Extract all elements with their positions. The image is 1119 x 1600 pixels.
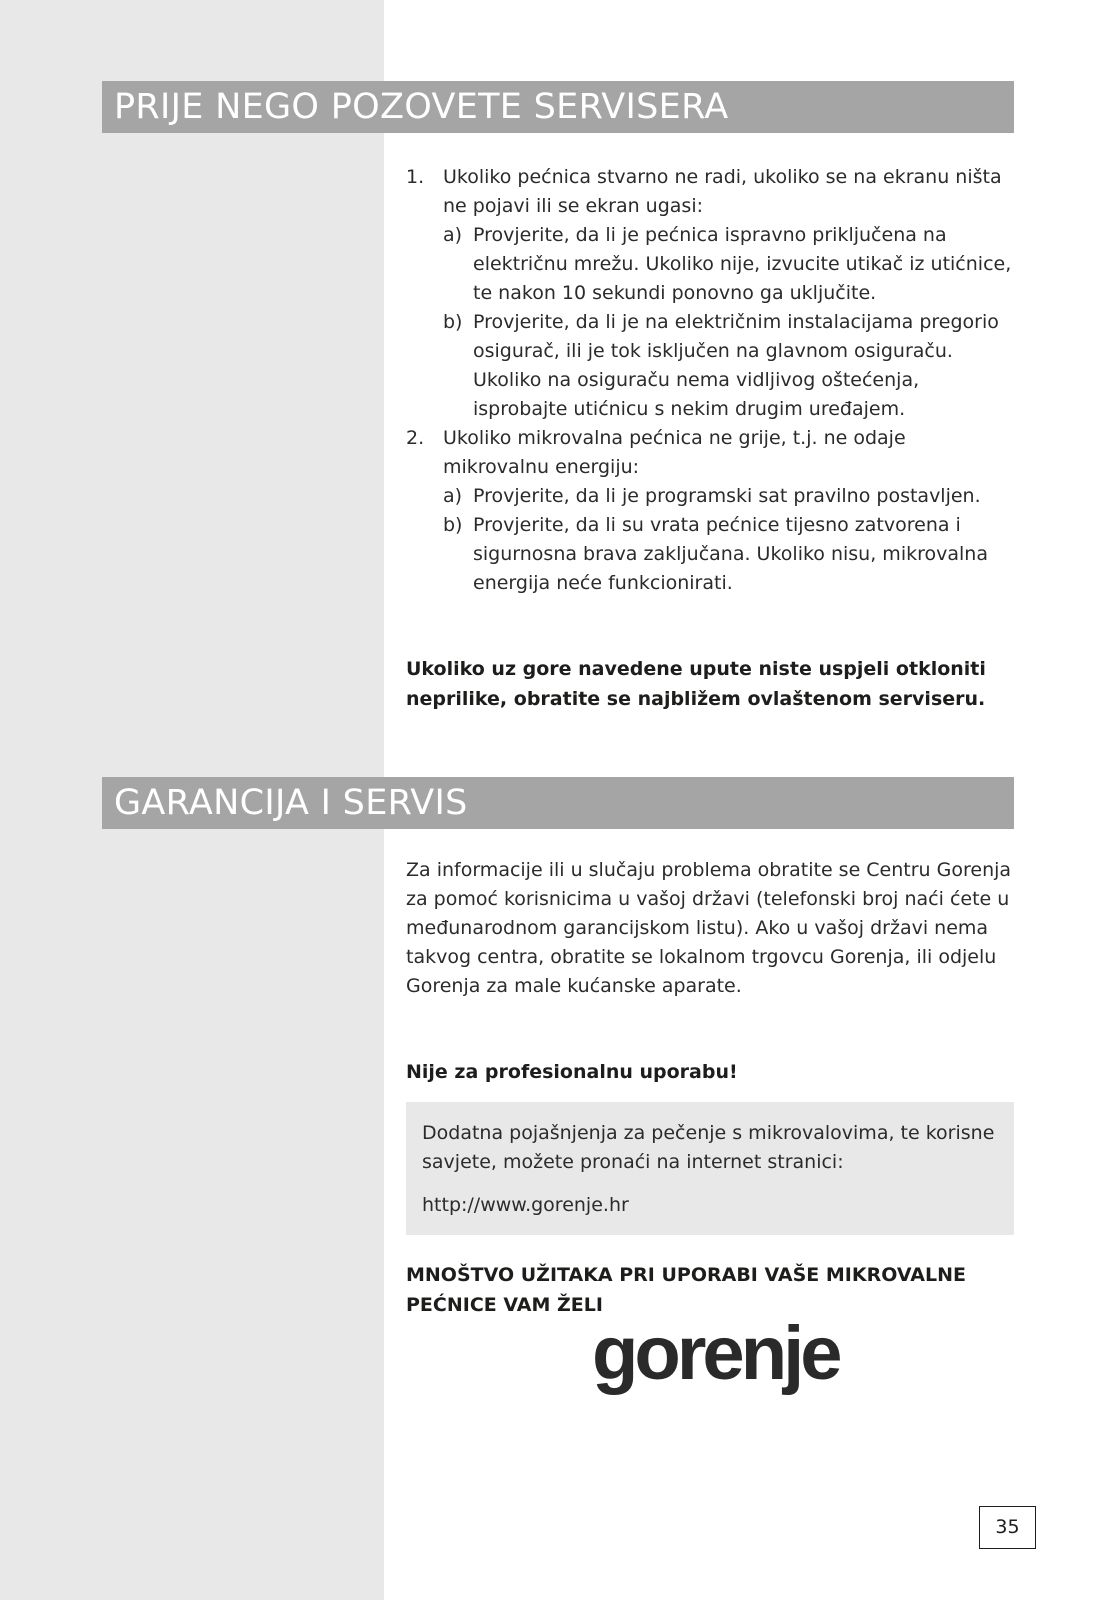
sub-item-text: Provjerite, da li je pećnica ispravno priključena na električnu mrežu. Ukoliko nije, izvucite utikač iz utićnice, te nakon 10 sekundi ponovno ga uključite. bbox=[473, 224, 1012, 304]
warranty-paragraph: Za informacije ili u slučaju problema obratite se Centru Gorenja za pomoć korisnicima u vašoj državi (telefonski broj naći ćete u međunarodnom garancijskom listu). Ako u vašoj državi nema takvog centra, obratite se lokalnom trgovcu Gorenja, ili odjelu Gorenja za male kućanske aparate. bbox=[406, 859, 1012, 997]
website-link[interactable]: http://www.gorenje.hr bbox=[422, 1194, 629, 1216]
sub-item-letter: a) bbox=[443, 224, 463, 246]
info-box bbox=[406, 1102, 1014, 1235]
sub-item bbox=[406, 308, 1014, 424]
sub-item bbox=[406, 482, 1014, 511]
list-item bbox=[406, 424, 1014, 482]
info-box-text: Dodatna pojašnjenja za pečenje s mikrovalovima, te korisne savjete, možete pronaći na internet stranici: bbox=[422, 1122, 995, 1173]
list-item bbox=[406, 163, 1014, 221]
sub-item-text: Provjerite, da li je programski sat pravilno postavljen. bbox=[473, 485, 981, 507]
sub-item-letter: b) bbox=[443, 311, 463, 333]
list-item-text: Ukoliko mikrovalna pećnica ne grije, t.j. ne odaje mikrovalnu energiju: bbox=[443, 427, 906, 478]
service-warning: Ukoliko uz gore navedene upute niste uspjeli otkloniti neprilike, obratite se najbližem ovlaštenom serviseru. bbox=[406, 658, 986, 710]
closing-message: MNOŠTVO UŽITAKA PRI UPORABI VAŠE MIKROVALNE PEĆNICE VAM ŽELI bbox=[406, 1264, 966, 1316]
sub-item-text: Provjerite, da li je na električnim instalacijama pregorio osigurač, ili je tok isključen na glavnom osiguraču. Ukoliko na osiguraču nema vidljivog oštećenja, isprobajte utićnicu s nekim drugim uređajem. bbox=[473, 311, 999, 420]
sub-item bbox=[406, 511, 1014, 598]
list-item-number: 1. bbox=[406, 166, 425, 188]
section-title-warranty: GARANCIJA I SERVIS bbox=[102, 777, 1014, 829]
section-title-before-service: PRIJE NEGO POZOVETE SERVISERA bbox=[102, 81, 1014, 133]
list-item-text: Ukoliko pećnica stvarno ne radi, ukoliko se na ekranu ništa ne pojavi ili se ekran ugasi: bbox=[443, 166, 1002, 217]
sub-item-letter: b) bbox=[443, 514, 463, 536]
sub-item-text: Provjerite, da li su vrata pećnice tijesno zatvorena i sigurnosna brava zaključana. Ukoliko nisu, mikrovalna energija neće funkcionirati. bbox=[473, 514, 988, 594]
sub-item-letter: a) bbox=[443, 485, 463, 507]
page-number: 35 bbox=[979, 1506, 1036, 1549]
troubleshooting-list bbox=[406, 163, 1014, 598]
not-professional-notice: Nije za profesionalnu uporabu! bbox=[406, 1061, 738, 1083]
sub-item bbox=[406, 221, 1014, 308]
list-item-number: 2. bbox=[406, 427, 425, 449]
gorenje-logo: gorenje bbox=[592, 1311, 839, 1396]
